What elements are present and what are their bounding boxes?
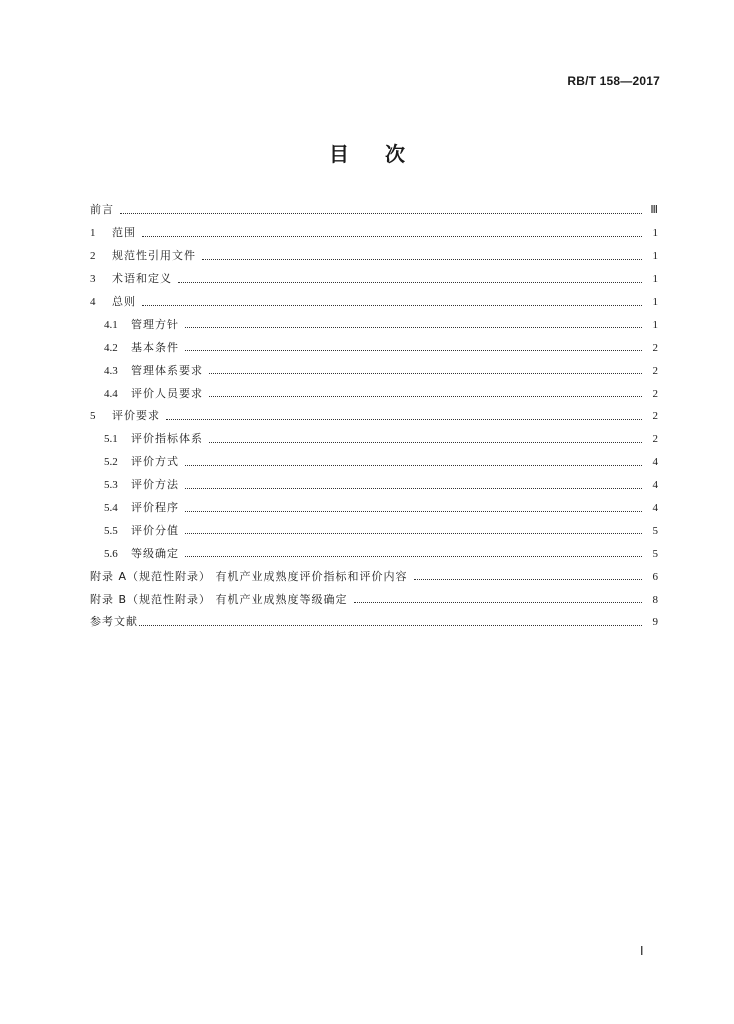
dot-leader [354, 592, 642, 603]
toc-entry [90, 588, 658, 611]
toc-entry-label: 管理方针 [131, 317, 179, 331]
toc-entry-page: 6 [652, 570, 658, 583]
dot-leader [209, 432, 642, 443]
toc-entry [90, 542, 658, 565]
toc-entry-page: 9 [652, 616, 658, 629]
toc-entry [90, 474, 658, 497]
toc-entry [90, 336, 658, 359]
toc-entry-label: 规范性引用文件 [112, 249, 196, 263]
toc-entry-number: 4.2 [104, 341, 118, 354]
toc-entry [90, 519, 658, 542]
toc-entry [90, 428, 658, 451]
toc-entry-page: 2 [652, 387, 658, 400]
toc-entry-page: 1 [652, 296, 658, 308]
dot-leader [178, 272, 642, 283]
toc-entry-label: 评价分值 [131, 523, 179, 537]
toc-entry-number: 1 [90, 227, 96, 240]
dot-leader [185, 340, 642, 351]
toc-entry [90, 359, 658, 382]
toc-entry-page: Ⅲ [650, 204, 658, 217]
toc-entry-number: 3 [90, 273, 96, 286]
dot-leader [209, 363, 642, 374]
toc-entry-label: 评价方法 [131, 478, 179, 492]
toc-entry-number: 4.1 [104, 318, 118, 331]
toc-entry-number: 4 [90, 296, 96, 308]
dot-leader [185, 501, 642, 512]
toc-entry-number: 4.3 [104, 364, 118, 377]
dot-leader [185, 317, 642, 328]
page-title: 目次 [329, 142, 441, 166]
toc-entry-number: 4.4 [104, 387, 118, 400]
toc-entry-page: 2 [652, 433, 658, 446]
toc-entry [90, 382, 658, 405]
dot-leader [139, 615, 642, 626]
page-number: Ⅰ [640, 944, 644, 958]
toc-entry-label: 评价人员要求 [131, 386, 203, 400]
dot-leader [414, 569, 642, 580]
toc-entry-number: 5.2 [104, 456, 118, 469]
toc-entry-label: 参考文献 [90, 615, 138, 629]
toc-entry-page: 8 [652, 593, 658, 606]
toc-entry-label: 评价方式 [131, 455, 179, 469]
toc-entry-label: 评价要求 [112, 409, 160, 423]
toc-entry-number: 5.3 [104, 479, 118, 492]
toc-entry [90, 199, 658, 222]
toc-entry-label: 附录 A（规范性附录） 有机产业成熟度评价指标和评价内容 [90, 569, 408, 583]
toc-entry-page: 4 [652, 456, 658, 469]
toc-entry-number: 5 [90, 410, 96, 423]
toc-entry-page: 5 [652, 547, 658, 560]
toc-entry [90, 222, 658, 245]
toc-entry-label: 等级确定 [131, 546, 179, 560]
toc-entry-label: 附录 B（规范性附录） 有机产业成熟度等级确定 [90, 592, 348, 606]
table-of-contents [90, 199, 658, 634]
toc-entry-number: 5.5 [104, 524, 118, 537]
dot-leader [209, 386, 642, 397]
toc-entry-label: 基本条件 [131, 340, 179, 354]
toc-entry-page: 1 [652, 273, 658, 286]
toc-entry-page: 4 [652, 502, 658, 515]
toc-entry-number: 5.1 [104, 433, 118, 446]
toc-entry-number: 5.6 [104, 547, 118, 560]
dot-leader [185, 455, 642, 466]
toc-entry [90, 565, 658, 588]
dot-leader [185, 523, 642, 534]
toc-entry [90, 611, 658, 634]
toc-entry-label: 评价指标体系 [131, 432, 203, 446]
toc-entry-page: 5 [652, 524, 658, 537]
toc-entry-number: 5.4 [104, 502, 118, 515]
dot-leader [185, 546, 642, 557]
toc-entry [90, 291, 658, 314]
dot-leader [202, 249, 642, 260]
toc-entry [90, 497, 658, 520]
toc-entry [90, 268, 658, 291]
document-code: RB/T 158—2017 [567, 74, 660, 88]
toc-entry-label: 管理体系要求 [131, 363, 203, 377]
toc-entry-page: 1 [652, 318, 658, 331]
dot-leader [166, 409, 642, 420]
toc-entry [90, 313, 658, 336]
dot-leader [185, 478, 642, 489]
toc-entry [90, 405, 658, 428]
toc-entry-label: 术语和定义 [112, 272, 172, 286]
toc-entry-page: 2 [652, 364, 658, 377]
toc-entry-label: 总则 [112, 295, 136, 308]
toc-entry-page: 1 [652, 227, 658, 240]
toc-entry-page: 1 [652, 250, 658, 263]
toc-entry-number: 2 [90, 250, 96, 263]
toc-entry-page: 4 [652, 479, 658, 492]
toc-entry-label: 评价程序 [131, 501, 179, 515]
dot-leader [142, 226, 642, 237]
dot-leader [142, 295, 642, 306]
toc-entry-page: 2 [652, 341, 658, 354]
toc-entry [90, 451, 658, 474]
dot-leader [120, 203, 642, 214]
toc-entry [90, 245, 658, 268]
toc-entry-label: 前言 [90, 203, 114, 217]
toc-entry-page: 2 [652, 410, 658, 423]
toc-entry-label: 范围 [112, 226, 136, 240]
